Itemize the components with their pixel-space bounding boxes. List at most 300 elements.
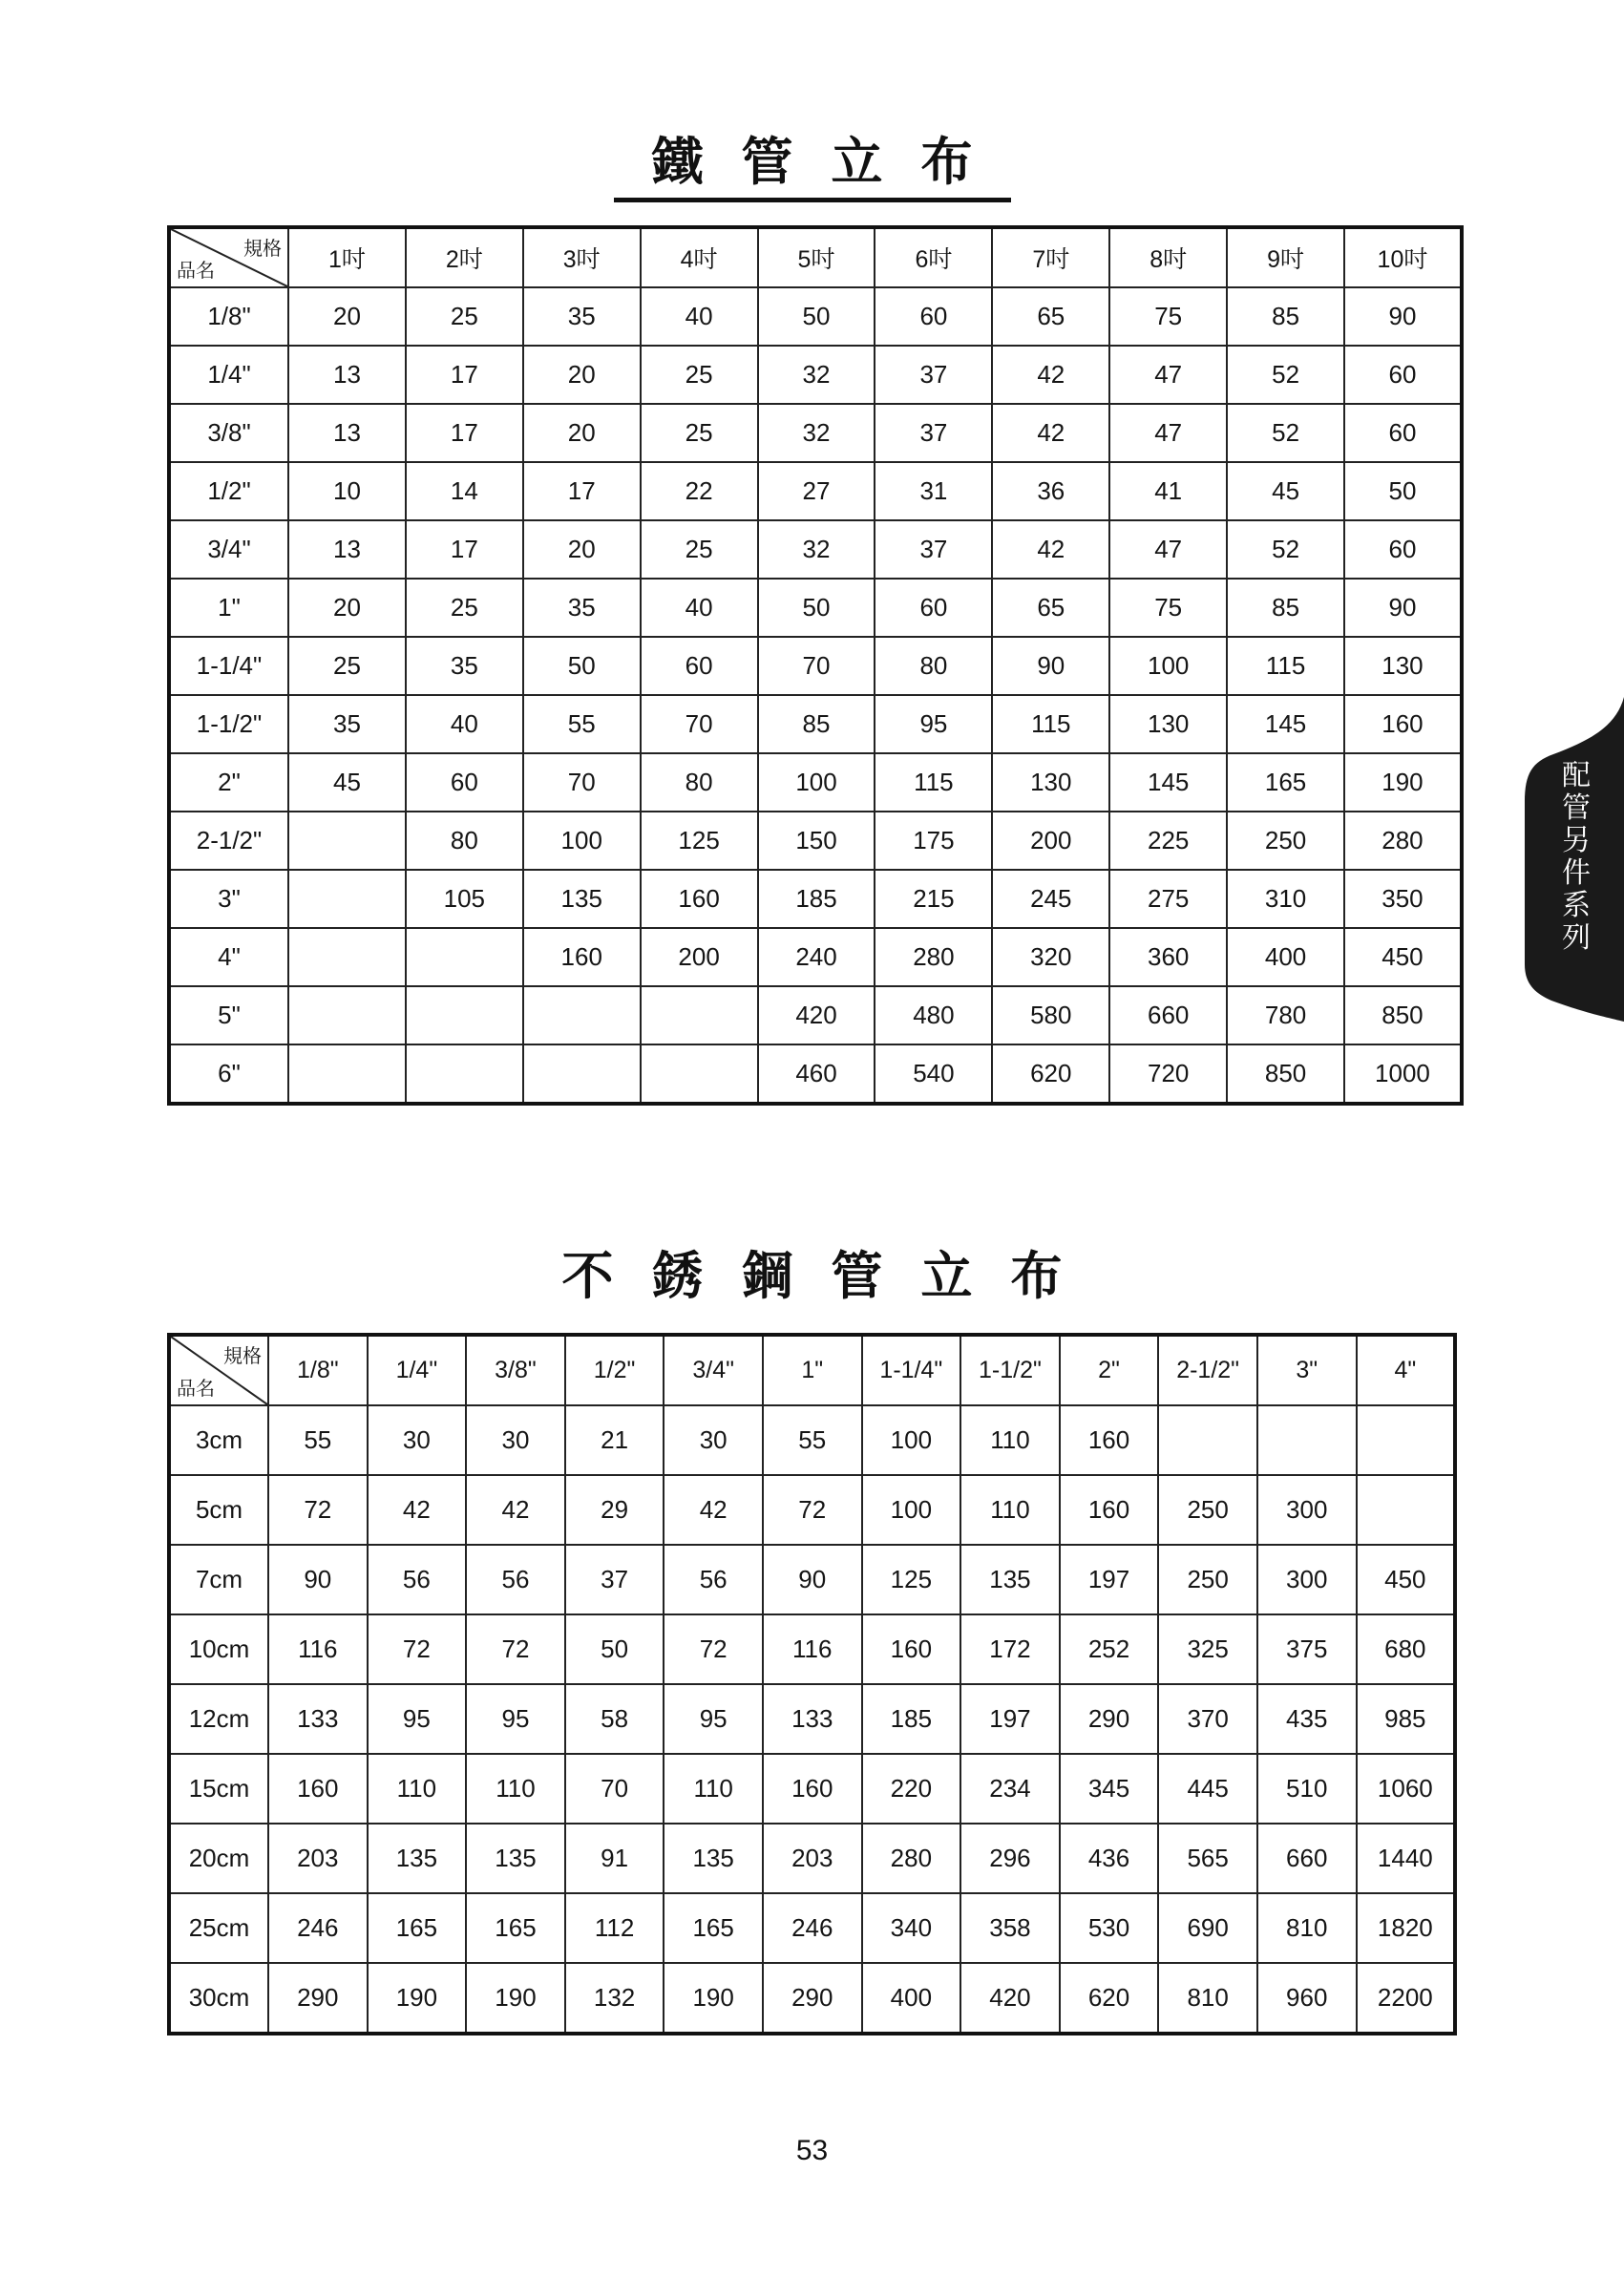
table-cell: 160 xyxy=(1344,695,1462,753)
table-cell: 36 xyxy=(992,462,1109,520)
iron-row-label: 1/2" xyxy=(169,462,288,520)
table-cell: 290 xyxy=(268,1963,368,2034)
iron-row-label: 1/4" xyxy=(169,346,288,404)
table-cell: 530 xyxy=(1060,1893,1159,1963)
table-cell: 185 xyxy=(862,1684,961,1754)
iron-row-label: 3/4" xyxy=(169,520,288,579)
table-row xyxy=(169,1893,1455,1963)
corner-spec-label: 規格 xyxy=(223,1346,262,1367)
table-cell: 680 xyxy=(1357,1614,1456,1684)
table-cell: 50 xyxy=(565,1614,664,1684)
table-cell: 1820 xyxy=(1357,1893,1456,1963)
table-cell: 160 xyxy=(523,928,641,986)
table-cell: 165 xyxy=(466,1893,565,1963)
table-row xyxy=(169,753,1462,812)
table-cell: 100 xyxy=(758,753,875,812)
table-cell: 80 xyxy=(875,637,992,695)
table-cell: 27 xyxy=(758,462,875,520)
table-cell: 132 xyxy=(565,1963,664,2034)
table-cell xyxy=(641,986,758,1044)
table-cell: 52 xyxy=(1227,404,1344,462)
table-cell: 197 xyxy=(1060,1545,1159,1614)
table-cell: 1060 xyxy=(1357,1754,1456,1824)
table-cell: 250 xyxy=(1158,1475,1257,1545)
table-cell: 52 xyxy=(1227,346,1344,404)
table-cell: 56 xyxy=(368,1545,467,1614)
iron-row-label: 6" xyxy=(169,1044,288,1104)
table-cell: 70 xyxy=(565,1754,664,1824)
stainless-pipe-table xyxy=(167,1333,1457,2035)
table-row xyxy=(169,579,1462,637)
iron-column-header: 9吋 xyxy=(1227,227,1344,287)
table-cell: 58 xyxy=(565,1684,664,1754)
table-cell: 47 xyxy=(1109,346,1227,404)
table-cell: 90 xyxy=(992,637,1109,695)
table-cell xyxy=(406,1044,523,1104)
table-cell: 85 xyxy=(1227,579,1344,637)
steel-corner-cell xyxy=(169,1335,268,1405)
table-cell: 445 xyxy=(1158,1754,1257,1824)
table-cell: 95 xyxy=(875,695,992,753)
table-cell xyxy=(288,1044,406,1104)
steel-row-label: 25cm xyxy=(169,1893,268,1963)
table-cell: 75 xyxy=(1109,287,1227,346)
table-cell: 45 xyxy=(288,753,406,812)
table-cell: 565 xyxy=(1158,1824,1257,1893)
table-cell: 17 xyxy=(406,404,523,462)
table-cell: 20 xyxy=(523,346,641,404)
table-cell: 350 xyxy=(1344,870,1462,928)
corner-name-label: 品名 xyxy=(177,261,215,282)
steel-column-header: 2" xyxy=(1060,1335,1159,1405)
table-cell: 165 xyxy=(664,1893,763,1963)
iron-column-header: 6吋 xyxy=(875,227,992,287)
table-cell: 32 xyxy=(758,404,875,462)
table-cell: 245 xyxy=(992,870,1109,928)
table-cell: 50 xyxy=(758,579,875,637)
table-cell: 436 xyxy=(1060,1824,1159,1893)
corner-name-label: 品名 xyxy=(177,1379,215,1400)
iron-corner-cell xyxy=(169,227,288,287)
table-cell: 460 xyxy=(758,1044,875,1104)
table-cell: 850 xyxy=(1227,1044,1344,1104)
table-cell: 450 xyxy=(1357,1545,1456,1614)
table-cell: 52 xyxy=(1227,520,1344,579)
table-cell: 100 xyxy=(1109,637,1227,695)
table-cell: 660 xyxy=(1109,986,1227,1044)
table-cell: 135 xyxy=(523,870,641,928)
table-cell: 480 xyxy=(875,986,992,1044)
table-row xyxy=(169,346,1462,404)
table-cell: 22 xyxy=(641,462,758,520)
table-cell: 165 xyxy=(1227,753,1344,812)
table-cell: 72 xyxy=(466,1614,565,1684)
table-cell: 29 xyxy=(565,1475,664,1545)
table-cell: 690 xyxy=(1158,1893,1257,1963)
steel-column-header: 1-1/2" xyxy=(960,1335,1060,1405)
table-cell: 17 xyxy=(406,346,523,404)
table-cell: 25 xyxy=(406,287,523,346)
table-cell: 25 xyxy=(288,637,406,695)
table-cell: 112 xyxy=(565,1893,664,1963)
table-cell: 37 xyxy=(875,404,992,462)
table-cell: 246 xyxy=(763,1893,862,1963)
table-cell: 172 xyxy=(960,1614,1060,1684)
table-cell: 30 xyxy=(664,1405,763,1475)
steel-column-header: 1/8" xyxy=(268,1335,368,1405)
table-cell: 345 xyxy=(1060,1754,1159,1824)
table-row xyxy=(169,928,1462,986)
steel-column-header: 3/8" xyxy=(466,1335,565,1405)
steel-column-header: 4" xyxy=(1357,1335,1456,1405)
iron-row-label: 1" xyxy=(169,579,288,637)
table-cell: 56 xyxy=(466,1545,565,1614)
table-cell: 110 xyxy=(368,1754,467,1824)
iron-column-header: 1吋 xyxy=(288,227,406,287)
table-cell: 100 xyxy=(523,812,641,870)
table-cell: 47 xyxy=(1109,520,1227,579)
table-cell: 40 xyxy=(641,287,758,346)
steel-row-label: 7cm xyxy=(169,1545,268,1614)
table-cell: 45 xyxy=(1227,462,1344,520)
table-cell: 50 xyxy=(758,287,875,346)
iron-row-label: 2" xyxy=(169,753,288,812)
table-cell: 810 xyxy=(1158,1963,1257,2034)
iron-pipe-table xyxy=(167,225,1464,1106)
table-cell: 110 xyxy=(960,1405,1060,1475)
table-cell: 145 xyxy=(1227,695,1344,753)
table-cell: 510 xyxy=(1257,1754,1357,1824)
table-cell: 80 xyxy=(406,812,523,870)
table-cell: 70 xyxy=(641,695,758,753)
table-cell: 65 xyxy=(992,287,1109,346)
table-cell: 160 xyxy=(862,1614,961,1684)
table-cell: 115 xyxy=(875,753,992,812)
table-cell: 190 xyxy=(368,1963,467,2034)
table-cell: 275 xyxy=(1109,870,1227,928)
table-row xyxy=(169,986,1462,1044)
table-cell: 25 xyxy=(406,579,523,637)
table-row xyxy=(169,1754,1455,1824)
table-cell: 150 xyxy=(758,812,875,870)
table-row xyxy=(169,1614,1455,1684)
table-cell: 70 xyxy=(523,753,641,812)
table-cell xyxy=(641,1044,758,1104)
table-cell: 25 xyxy=(641,346,758,404)
table-cell: 280 xyxy=(875,928,992,986)
table-cell: 450 xyxy=(1344,928,1462,986)
steel-column-header: 3/4" xyxy=(664,1335,763,1405)
table-cell: 20 xyxy=(523,520,641,579)
iron-row-label: 3" xyxy=(169,870,288,928)
table-cell: 85 xyxy=(758,695,875,753)
iron-row-label: 4" xyxy=(169,928,288,986)
table-cell: 60 xyxy=(406,753,523,812)
table-cell: 130 xyxy=(1344,637,1462,695)
table-cell: 360 xyxy=(1109,928,1227,986)
table-cell: 116 xyxy=(763,1614,862,1684)
table-cell: 325 xyxy=(1158,1614,1257,1684)
steel-row-label: 20cm xyxy=(169,1824,268,1893)
table-cell: 72 xyxy=(368,1614,467,1684)
table-cell: 660 xyxy=(1257,1824,1357,1893)
table-cell: 160 xyxy=(763,1754,862,1824)
table-cell: 72 xyxy=(664,1614,763,1684)
table-cell: 290 xyxy=(763,1963,862,2034)
table-row xyxy=(169,695,1462,753)
steel-column-header: 2-1/2" xyxy=(1158,1335,1257,1405)
table-cell: 13 xyxy=(288,520,406,579)
table-cell: 42 xyxy=(992,404,1109,462)
table-cell: 110 xyxy=(466,1754,565,1824)
table-cell: 95 xyxy=(466,1684,565,1754)
table-cell: 10 xyxy=(288,462,406,520)
iron-column-header: 2吋 xyxy=(406,227,523,287)
corner-spec-label: 規格 xyxy=(243,239,282,260)
table-cell: 320 xyxy=(992,928,1109,986)
steel-row-label: 5cm xyxy=(169,1475,268,1545)
table-row xyxy=(169,1405,1455,1475)
table-cell: 540 xyxy=(875,1044,992,1104)
table-cell: 60 xyxy=(1344,346,1462,404)
table-cell: 115 xyxy=(1227,637,1344,695)
table-cell: 17 xyxy=(523,462,641,520)
table-cell: 35 xyxy=(523,287,641,346)
table-cell: 250 xyxy=(1227,812,1344,870)
table-cell: 100 xyxy=(862,1475,961,1545)
table-cell: 55 xyxy=(523,695,641,753)
table-cell: 620 xyxy=(992,1044,1109,1104)
table-cell: 25 xyxy=(641,404,758,462)
table-cell xyxy=(1257,1405,1357,1475)
table-cell: 190 xyxy=(466,1963,565,2034)
iron-row-label: 5" xyxy=(169,986,288,1044)
table-cell xyxy=(288,812,406,870)
table-cell: 340 xyxy=(862,1893,961,1963)
table-cell: 37 xyxy=(875,346,992,404)
iron-column-header: 8吋 xyxy=(1109,227,1227,287)
table-cell: 47 xyxy=(1109,404,1227,462)
table-cell: 42 xyxy=(992,346,1109,404)
table-cell xyxy=(288,870,406,928)
table-cell: 30 xyxy=(466,1405,565,1475)
iron-row-label: 1-1/4" xyxy=(169,637,288,695)
table-cell xyxy=(288,928,406,986)
table-cell: 125 xyxy=(641,812,758,870)
table-cell: 130 xyxy=(992,753,1109,812)
steel-column-header: 1-1/4" xyxy=(862,1335,961,1405)
table-cell: 130 xyxy=(1109,695,1227,753)
table-cell: 17 xyxy=(406,520,523,579)
table-cell: 145 xyxy=(1109,753,1227,812)
table-cell: 110 xyxy=(960,1475,1060,1545)
table-cell: 160 xyxy=(1060,1405,1159,1475)
table-cell xyxy=(1158,1405,1257,1475)
table-cell: 215 xyxy=(875,870,992,928)
table-cell: 56 xyxy=(664,1545,763,1614)
table-cell: 95 xyxy=(368,1684,467,1754)
table-cell: 197 xyxy=(960,1684,1060,1754)
table-cell: 420 xyxy=(758,986,875,1044)
table-row xyxy=(169,462,1462,520)
table-cell: 200 xyxy=(992,812,1109,870)
table-row xyxy=(169,1044,1462,1104)
table-cell: 135 xyxy=(368,1824,467,1893)
table-row xyxy=(169,637,1462,695)
table-cell: 37 xyxy=(565,1545,664,1614)
table-cell: 160 xyxy=(1060,1475,1159,1545)
table-cell: 985 xyxy=(1357,1684,1456,1754)
table-cell: 246 xyxy=(268,1893,368,1963)
table-cell: 358 xyxy=(960,1893,1060,1963)
steel-header-row xyxy=(169,1335,1455,1405)
table-cell: 20 xyxy=(523,404,641,462)
iron-row-label: 2-1/2" xyxy=(169,812,288,870)
table-cell: 55 xyxy=(763,1405,862,1475)
table-cell: 21 xyxy=(565,1405,664,1475)
table-cell: 135 xyxy=(960,1545,1060,1614)
table-cell: 190 xyxy=(1344,753,1462,812)
table-cell: 400 xyxy=(1227,928,1344,986)
table-cell: 252 xyxy=(1060,1614,1159,1684)
steel-column-header: 1/4" xyxy=(368,1335,467,1405)
table-cell: 13 xyxy=(288,346,406,404)
table-cell: 290 xyxy=(1060,1684,1159,1754)
table-cell: 60 xyxy=(875,287,992,346)
table-cell: 250 xyxy=(1158,1545,1257,1614)
steel-row-label: 15cm xyxy=(169,1754,268,1824)
table-cell: 35 xyxy=(523,579,641,637)
table-row xyxy=(169,520,1462,579)
table-cell: 60 xyxy=(641,637,758,695)
table-cell: 135 xyxy=(466,1824,565,1893)
table-cell: 280 xyxy=(862,1824,961,1893)
table-row xyxy=(169,870,1462,928)
table-cell: 160 xyxy=(268,1754,368,1824)
table-cell: 300 xyxy=(1257,1545,1357,1614)
table-row xyxy=(169,1684,1455,1754)
table-cell: 310 xyxy=(1227,870,1344,928)
iron-table-title: 鐵管立布 xyxy=(0,132,1624,202)
table-cell: 20 xyxy=(288,287,406,346)
steel-row-label: 10cm xyxy=(169,1614,268,1684)
table-cell: 31 xyxy=(875,462,992,520)
table-cell xyxy=(406,928,523,986)
table-cell: 280 xyxy=(1344,812,1462,870)
table-row xyxy=(169,1545,1455,1614)
table-cell: 190 xyxy=(664,1963,763,2034)
table-cell: 37 xyxy=(875,520,992,579)
table-cell: 234 xyxy=(960,1754,1060,1824)
table-row xyxy=(169,1475,1455,1545)
table-row xyxy=(169,1963,1455,2034)
table-cell: 35 xyxy=(406,637,523,695)
table-cell: 370 xyxy=(1158,1684,1257,1754)
table-cell: 165 xyxy=(368,1893,467,1963)
table-cell: 32 xyxy=(758,520,875,579)
table-cell: 50 xyxy=(1344,462,1462,520)
table-cell xyxy=(288,986,406,1044)
table-cell: 70 xyxy=(758,637,875,695)
table-cell xyxy=(1357,1475,1456,1545)
table-cell: 1000 xyxy=(1344,1044,1462,1104)
iron-header-row xyxy=(169,227,1462,287)
table-row xyxy=(169,404,1462,462)
table-cell: 100 xyxy=(862,1405,961,1475)
table-cell: 960 xyxy=(1257,1963,1357,2034)
table-cell: 75 xyxy=(1109,579,1227,637)
table-cell: 850 xyxy=(1344,986,1462,1044)
table-cell: 13 xyxy=(288,404,406,462)
table-cell: 42 xyxy=(368,1475,467,1545)
table-cell: 225 xyxy=(1109,812,1227,870)
table-cell: 25 xyxy=(641,520,758,579)
steel-column-header: 3" xyxy=(1257,1335,1357,1405)
table-cell: 60 xyxy=(875,579,992,637)
steel-column-header: 1/2" xyxy=(565,1335,664,1405)
iron-column-header: 7吋 xyxy=(992,227,1109,287)
table-cell: 220 xyxy=(862,1754,961,1824)
iron-row-label: 3/8" xyxy=(169,404,288,462)
iron-column-header: 5吋 xyxy=(758,227,875,287)
table-cell: 91 xyxy=(565,1824,664,1893)
table-cell: 85 xyxy=(1227,287,1344,346)
table-cell: 116 xyxy=(268,1614,368,1684)
table-cell: 42 xyxy=(992,520,1109,579)
table-cell: 296 xyxy=(960,1824,1060,1893)
table-cell: 50 xyxy=(523,637,641,695)
table-cell xyxy=(523,986,641,1044)
table-cell: 300 xyxy=(1257,1475,1357,1545)
table-row xyxy=(169,1824,1455,1893)
table-cell: 203 xyxy=(268,1824,368,1893)
table-cell: 133 xyxy=(268,1684,368,1754)
table-cell: 90 xyxy=(268,1545,368,1614)
iron-column-header: 3吋 xyxy=(523,227,641,287)
table-cell: 185 xyxy=(758,870,875,928)
table-cell: 400 xyxy=(862,1963,961,2034)
iron-column-header: 10吋 xyxy=(1344,227,1462,287)
table-cell: 203 xyxy=(763,1824,862,1893)
table-cell: 72 xyxy=(268,1475,368,1545)
iron-row-label: 1-1/2" xyxy=(169,695,288,753)
table-cell: 14 xyxy=(406,462,523,520)
table-cell: 95 xyxy=(664,1684,763,1754)
table-cell xyxy=(523,1044,641,1104)
table-cell: 435 xyxy=(1257,1684,1357,1754)
table-cell: 810 xyxy=(1257,1893,1357,1963)
table-cell: 60 xyxy=(1344,404,1462,462)
table-cell: 125 xyxy=(862,1545,961,1614)
table-cell: 160 xyxy=(641,870,758,928)
table-cell: 780 xyxy=(1227,986,1344,1044)
section-side-tab xyxy=(1525,697,1624,1022)
table-cell: 105 xyxy=(406,870,523,928)
table-cell: 720 xyxy=(1109,1044,1227,1104)
table-cell xyxy=(406,986,523,1044)
iron-column-header: 4吋 xyxy=(641,227,758,287)
table-cell: 135 xyxy=(664,1824,763,1893)
table-cell: 115 xyxy=(992,695,1109,753)
table-cell: 420 xyxy=(960,1963,1060,2034)
steel-table-title: 不銹鋼管立布 xyxy=(561,1246,1101,1306)
table-cell: 1440 xyxy=(1357,1824,1456,1893)
side-tab-label: 配管另件系列 xyxy=(1562,759,1591,955)
table-cell: 90 xyxy=(1344,579,1462,637)
table-cell: 42 xyxy=(664,1475,763,1545)
table-cell: 32 xyxy=(758,346,875,404)
steel-row-label: 3cm xyxy=(169,1405,268,1475)
